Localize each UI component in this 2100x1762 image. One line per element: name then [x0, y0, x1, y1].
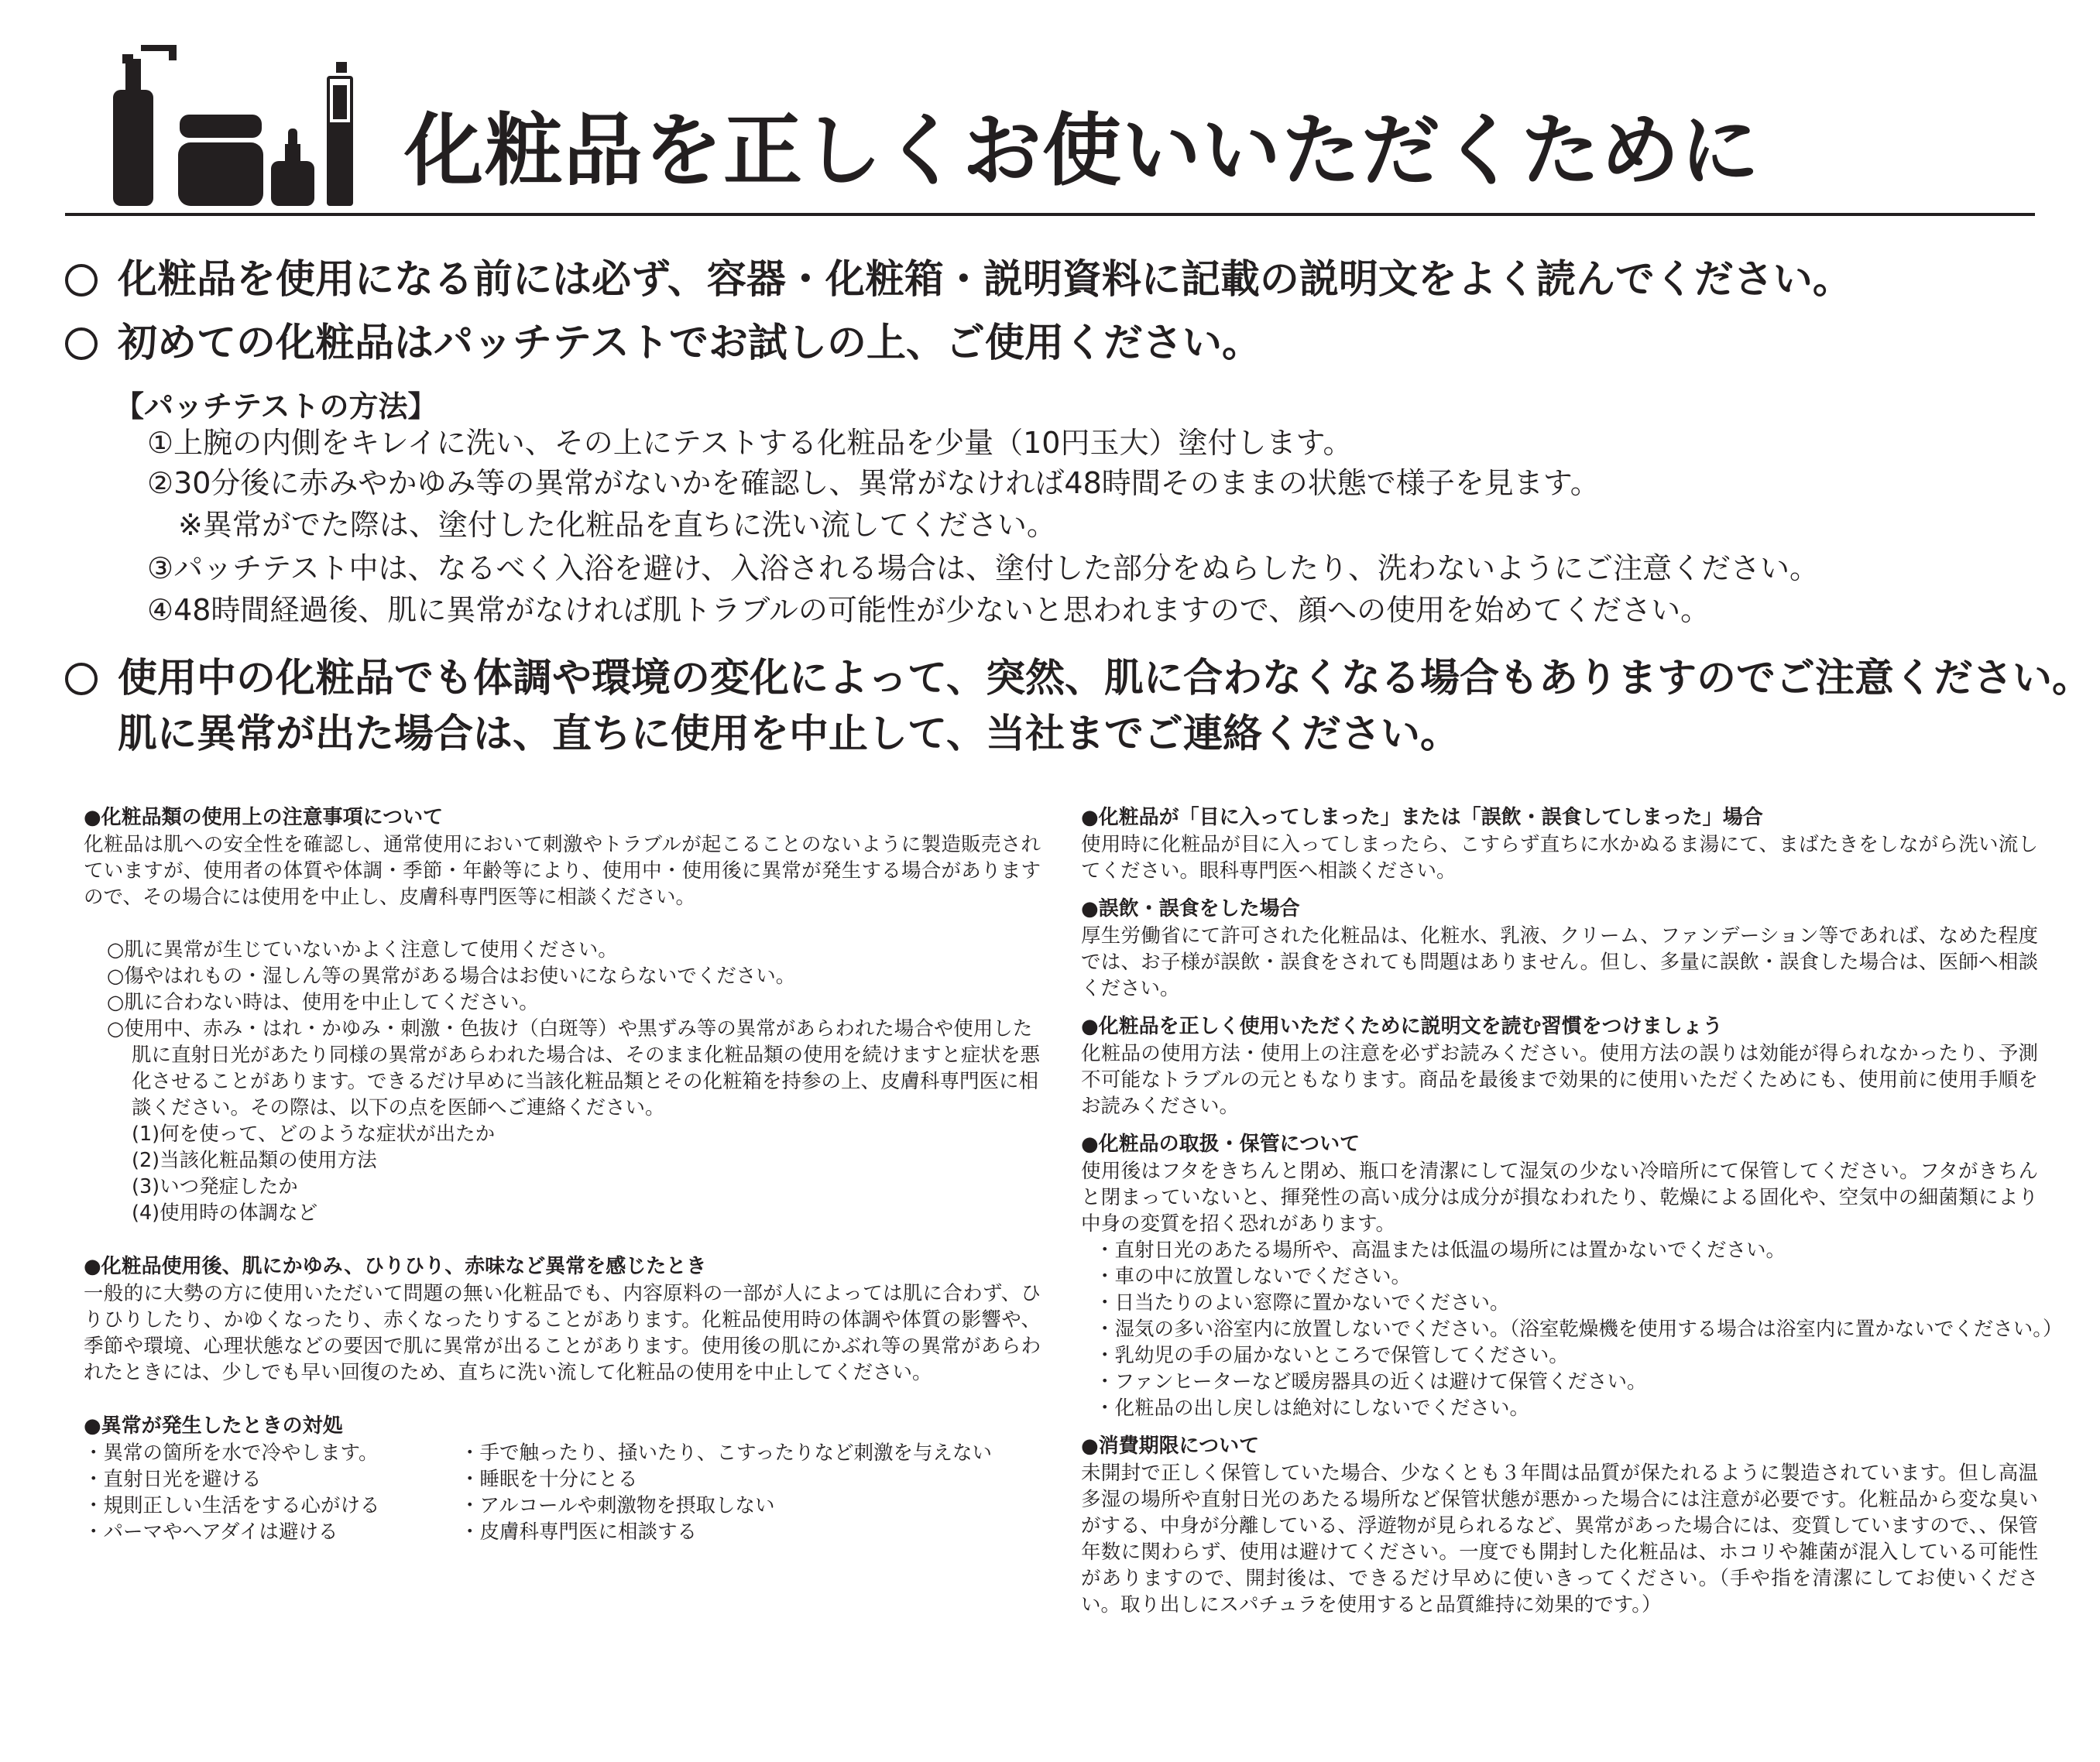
- list-item: ・ファンヒーターなど暖房器具の近くは避けて保管ください。: [1095, 1370, 1647, 1393]
- section-heading: ●化粧品が「目に入ってしまった」または「誤飲・誤食してしまった」場合: [1081, 806, 1763, 829]
- list-item: ・直射日光を避ける: [84, 1468, 262, 1491]
- lead-notice-1-text: 化粧品を使用になる前には必ず、容器・化粧箱・説明資料に記載の説明文をよく読んでください。: [118, 257, 1852, 303]
- list-item: ・パーマやヘアダイは避ける: [84, 1520, 338, 1544]
- list-item: (3)いつ発症したか: [132, 1175, 298, 1198]
- patch-step-4: ④48時間経過後、肌に異常がなければ肌トラブルの可能性が少ないと思われますので、顔への使用を始めてください。: [147, 593, 1711, 627]
- lead-notice-3-continuation: 肌に異常が出た場合は、直ちに使用を中止して、当社までご連絡ください。: [118, 711, 1460, 757]
- spray-bottle-icon: [327, 62, 353, 206]
- list-item: ・手で触ったり、掻いたり、こすったりなど刺激を与えない: [460, 1441, 992, 1465]
- patch-step-2: ②30分後に赤みやかゆみ等の異常がないかを確認し、異常がなければ48時間そのままの状態で様子を見ます。: [147, 466, 1600, 500]
- list-item: ・乳幼児の手の届かないところで保管してください。: [1095, 1344, 1569, 1367]
- section-body: 使用後はフタをきちんと閉め、瓶口を清潔にして湿気の少ない冷暗所にて保管してください。フタがきちんと閉まっていないと、揮発性の高い成分は成分が損なわれたり、乾燥による固化や、空気中の細菌類により中身の変質を招く恐れがあります。: [1081, 1160, 2038, 1236]
- section-heading: ●化粧品を正しく使用いただくために説明文を読む習慣をつけましょう: [1081, 1015, 1723, 1038]
- left-column: [84, 804, 1041, 1545]
- section-heading: ●異常が発生したときの対処: [84, 1414, 343, 1438]
- section-body: 未開封で正しく保管していた場合、少なくとも３年間は品質が保たれるように製造されています。但し高温多湿の場所や直射日光のあたる場所など保管状態が悪かった場合には注意が必要です。化粧品から変な臭いがする、中身が分離している、浮遊物が見られるなど、異常があった場合には、変質していますので、、保管年数に関わらず、使用は避けてください。一度でも開封した化粧品は、ホコリや雑菌が混入している可能性がありますので、開封後は、できるだけ早めに使いきってください。（手や指を清潔にしてお使いください。取り出しにスパチュラを使用すると品質維持に効果的です。）: [1081, 1462, 2038, 1616]
- lead-notice-2-text: 初めての化粧品はパッチテストでお試しの上、ご使用ください。: [118, 321, 1261, 366]
- circle-bullet-icon: [65, 327, 98, 360]
- section-body: 化粧品の使用方法・使用上の注意を必ずお読みください。使用方法の誤りは効能が得られなかったり、予測不可能なトラブルの元ともなります。商品を最後まで効果的に使用いただくためにも、使用前に使用手順をお読みください。: [1081, 1042, 2038, 1118]
- pump-bottle-icon: [113, 45, 177, 206]
- lead-notice-3: [65, 654, 2091, 704]
- list-item: ・アルコールや刺激物を摂取しない: [460, 1494, 775, 1517]
- list-item: (1)何を使って、どのような症状が出たか: [132, 1123, 496, 1146]
- list-item: ・皮膚科専門医に相談する: [460, 1520, 698, 1544]
- storage-list: [1095, 1237, 2063, 1421]
- lead-notice-1: [65, 255, 1852, 305]
- right-column: [1081, 804, 2063, 1618]
- section-heading: ●化粧品使用後、肌にかゆみ、ひりひり、赤味など異常を感じたとき: [84, 1255, 707, 1278]
- section-heading: ●誤飲・誤食をした場合: [1081, 897, 1300, 920]
- patch-step-note: ※異常がでた際は、塗付した化粧品を直ちに洗い流してください。: [178, 508, 1056, 542]
- section-heading: ●化粧品類の使用上の注意事項について: [84, 806, 444, 829]
- circle-bullet-icon: [65, 264, 98, 297]
- list-item: ・車の中に放置しないでください。: [1095, 1265, 1412, 1288]
- list-item: (4)使用時の体調など: [132, 1202, 318, 1225]
- section-body: 一般的に大勢の方に使用いただいて問題の無い化粧品でも、内容原料の一部が人によっては肌に合わず、ひりひりしたり、かゆくなったり、赤くなったりすることがあります。化粧品使用時の体調や体質の影響や、季節や環境、心理状態などの要因で肌に異常が出ることがあります。使用後の肌にかぶれ等の異常があらわれたときには、少しでも早い回復のため、直ちに洗い流して化粧品の使用を中止してください。: [84, 1282, 1041, 1384]
- page-title: 化粧品を正しくお使いいただくために: [404, 105, 1760, 197]
- section-heading: ●消費期限について: [1081, 1435, 1260, 1458]
- list-item: ・直射日光のあたる場所や、高温または低温の場所には置かないでください。: [1095, 1239, 1786, 1262]
- patch-test-heading: 【パッチテストの方法】: [115, 389, 438, 423]
- list-item: ○使用中、赤み・はれ・かゆみ・刺激・色抜け（白斑等）や黒ずみ等の異常があらわれた場合や使用した肌に直射日光があたり同様の異常があらわれた場合は、そのまま化粧品類の使用を続けますと症状を悪化させることがあります。できるだけ早めに当該化粧品類とその化粧箱を持参の上、皮膚科専門医に相談ください。その際は、以下の点を医師へご連絡ください。: [107, 1017, 1041, 1119]
- section-heading: ●化粧品の取扱・保管について: [1081, 1133, 1361, 1156]
- caution-list: [107, 937, 1041, 1121]
- response-list-1: [84, 1440, 460, 1545]
- section-body: 厚生労働省にて許可された化粧品は、化粧水、乳液、クリーム、ファンデーション等であれば、なめた程度では、お子様が誤飲・誤食をされても問題はありません。但し、多量に誤飲・誤食した場合は、医師へ相談ください。: [1081, 924, 2038, 1000]
- response-lists: [84, 1440, 1041, 1545]
- list-item: ○傷やはれもの・湿しん等の異常がある場合はお使いにならないでください。: [107, 965, 796, 988]
- list-item: ・規則正しい生活をする心がける: [84, 1494, 380, 1517]
- patch-step-1: ①上腕の内側をキレイに洗い、その上にテストする化粧品を少量（10円玉大）塗付します。: [147, 426, 1353, 460]
- cream-jar-icon: [178, 115, 263, 206]
- section-body: 化粧品は肌への安全性を確認し、通常使用において刺激やトラブルが起こることのないように製造販売されていますが、使用者の体質や体調・季節・年齢等により、使用中・使用後に異常が発生する場合がありますので、その場合には使用を中止し、皮膚科専門医等に相談ください。: [84, 833, 1041, 909]
- cosmetics-icon-group: [108, 45, 364, 206]
- lead-notice-2: [65, 319, 1261, 369]
- response-list-2: [460, 1440, 992, 1545]
- lead-notice-3-text: 使用中の化粧品でも体調や環境の変化によって、突然、肌に合わなくなる場合もありますのでご注意ください。: [118, 656, 2091, 701]
- patch-step-3: ③パッチテスト中は、なるべく入浴を避け、入浴される場合は、塗付した部分をぬらしたり、洗わないようにご注意ください。: [147, 551, 1820, 585]
- circle-bullet-icon: [65, 663, 98, 695]
- list-item: ・化粧品の出し戻しは絶対にしないでください。: [1095, 1397, 1530, 1420]
- section-body: 使用時に化粧品が目に入ってしまったら、こすらず直ちに水かぬるま湯にて、まばたきをしながら洗い流してください。眼科専門医へ相談ください。: [1081, 833, 2038, 883]
- report-points-list: [132, 1121, 1041, 1226]
- list-item: ・湿気の多い浴室内に放置しないでください。（浴室乾燥機を使用する場合は浴室内に置かないでください。）: [1095, 1318, 2063, 1341]
- list-item: (2)当該化粧品類の使用方法: [132, 1149, 377, 1172]
- title-divider: [65, 213, 2035, 216]
- list-item: ○肌に異常が生じていないかよく注意して使用ください。: [107, 938, 618, 962]
- list-item: ○肌に合わない時は、使用を中止してください。: [107, 991, 539, 1014]
- list-item: ・日当たりのよい窓際に置かないでください。: [1095, 1291, 1510, 1315]
- list-item: ・睡眠を十分にとる: [460, 1468, 638, 1491]
- dropper-bottle-icon: [271, 129, 314, 206]
- list-item: ・異常の箇所を水で冷やします。: [84, 1441, 379, 1465]
